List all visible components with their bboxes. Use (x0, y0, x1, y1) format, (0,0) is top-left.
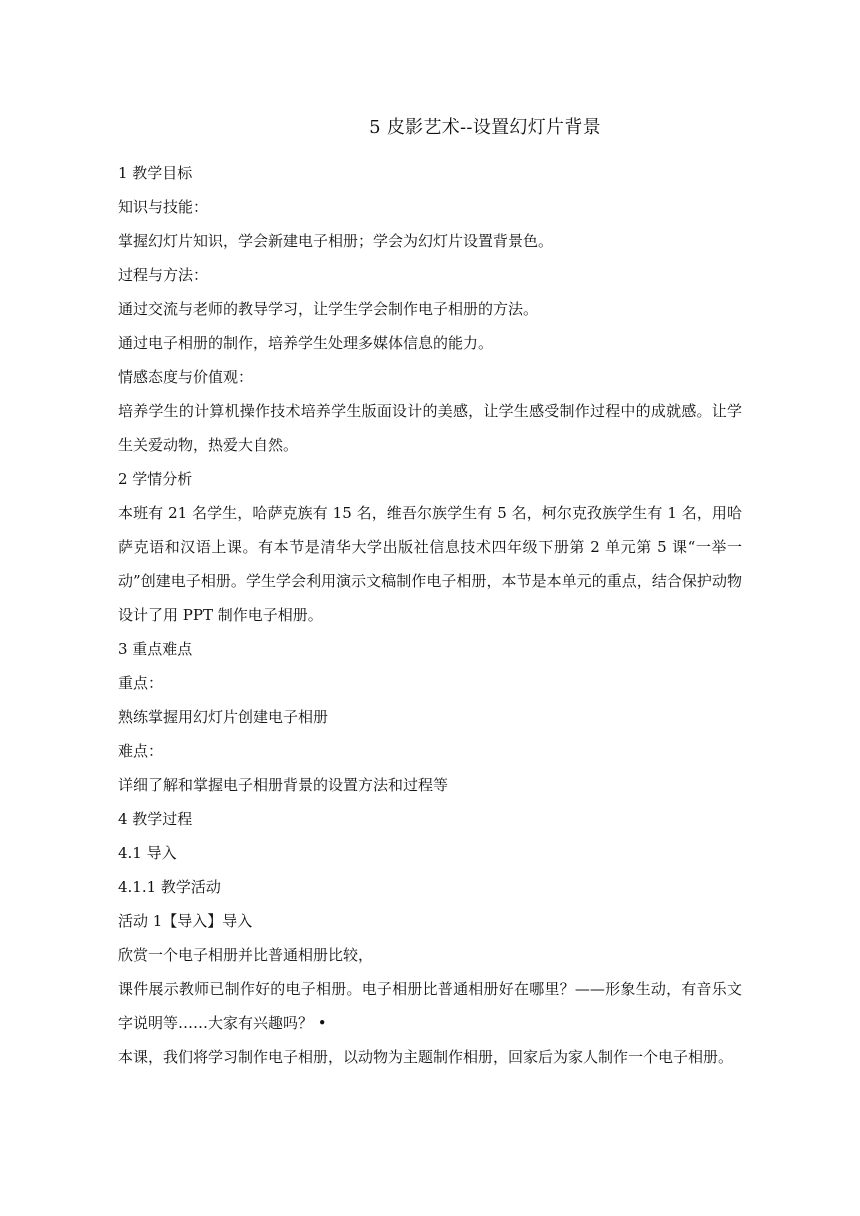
text-line: 情感态度与价值观： (118, 368, 254, 386)
text-line: 通过交流与老师的教导学习，让学生学会制作电子相册的方法。 (118, 300, 539, 318)
text-line: 通过电子相册的制作，培养学生处理多媒体信息的能力。 (118, 334, 494, 352)
section-heading: 3 重点难点 (118, 640, 193, 658)
text-line: 熟练掌握用幻灯片创建电子相册 (118, 708, 329, 726)
page-title: 5 皮影艺术--设置幻灯片背景 (369, 117, 601, 138)
text-line: 4.1 导入 (118, 844, 177, 862)
paragraph: 本班有 21 名学生，哈萨克族有 15 名，维吾尔族学生有 5 名，柯尔克孜族学生有 1 名，用哈萨克语和汉语上课。有本节是清华大学出版社信息技术四年级下册第 2 单元第 5 课“一举一动”创建电子相册。学生学会利用演示文稿制作电子相册，本节是本单元的重点，结合保护动物设计了用 PPT 制作电子相册。 (118, 504, 742, 624)
paragraph: 课件展示教师已制作好的电子相册。电子相册比普通相册好在哪里？——形象生动，有音乐文字说明等……大家有兴趣吗？ • (118, 980, 742, 1032)
section-heading: 2 学情分析 (118, 470, 193, 488)
document-body (118, 156, 742, 1074)
text-line: 过程与方法： (118, 266, 209, 284)
text-line: 欣赏一个电子相册并比普通相册比较， (118, 946, 374, 964)
text-line: 掌握幻灯片知识，学会新建电子相册；学会为幻灯片设置背景色。 (118, 232, 554, 250)
section-heading: 1 教学目标 (118, 164, 193, 182)
text-line: 难点： (118, 742, 164, 760)
text-line: 重点： (118, 674, 164, 692)
text-line: 活动 1【导入】导入 (118, 912, 253, 930)
text-line: 知识与技能： (118, 198, 209, 216)
section-heading: 4 教学过程 (118, 810, 193, 828)
paragraph: 培养学生的计算机操作技术培养学生版面设计的美感，让学生感受制作过程中的成就感。让学生关爱动物，热爱大自然。 (118, 402, 742, 454)
paragraph: 本课，我们将学习制作电子相册，以动物为主题制作相册，回家后为家人制作一个电子相册。 (118, 1048, 734, 1066)
text-line: 4.1.1 教学活动 (118, 878, 221, 896)
text-line: 详细了解和掌握电子相册背景的设置方法和过程等 (118, 776, 449, 794)
